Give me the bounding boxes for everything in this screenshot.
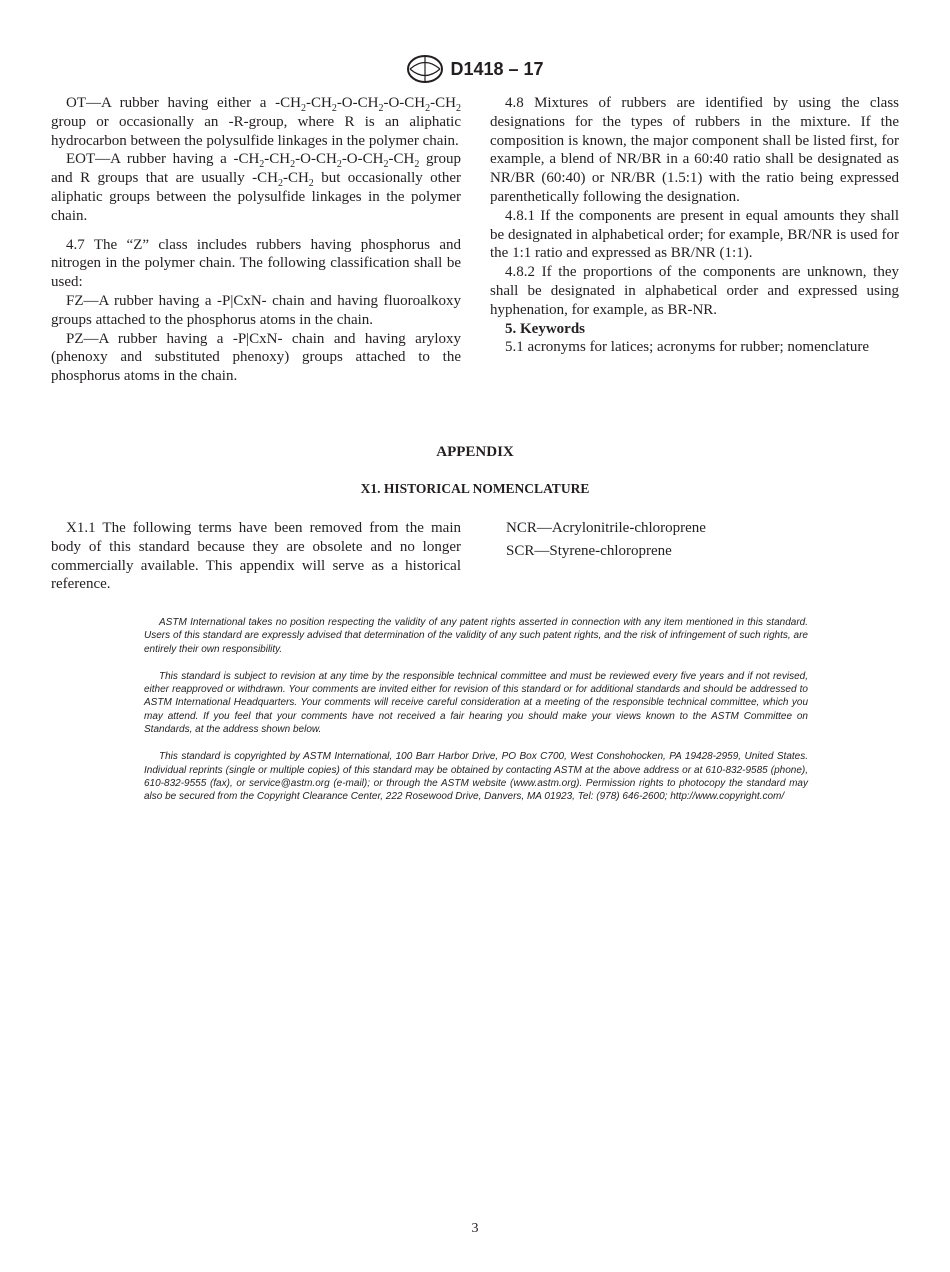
ot-definition: OT—A rubber having either a $-CH_2-CH_2-O-CH_2-O-CH_2-CH_2$ group or occasionally an -R-group, where R is an aliphatic hydrocarbon between the polysulfide linkages in the polymer chain. <box>51 95 461 149</box>
section-4-8: 4.8 Mixtures of rubbers are identified by using the class designations for the types of rubbers in the mixture. If the composition is known, the major component shall be listed first, for example, a blend of NR/BR in a 60:40 ratio shall be designated as NR/BR (60:40) or NR/BR (1.5:1) with the ratio being expressed parenthetically following the designation. <box>490 95 899 205</box>
right-column <box>490 94 899 357</box>
section-x1-1: X1.1 The following terms have been removed from the main body of this standard because they are obsolete and no longer commercially available. This appendix will serve as a historical reference. <box>51 520 461 593</box>
copyright-notice: This standard is copyrighted by ASTM International, 100 Barr Harbor Drive, PO Box C700, West Conshohocken, PA 19428-2959, United States. Individual reprints (single or multiple copies) of this standard may be obtained by contacting ASTM at the above address or at 610-832-9585 (phone), 610-832-9555 (fax), or service@astm.org (e-mail); or through the ASTM website (www.astm.org). Permission rights to photocopy the standard may also be secured from the Copyright Clearance Center, 222 Rosewood Drive, Danvers, MA 01923, Tel: (978) 646-2600; http://www.copyright.com/ <box>144 751 808 803</box>
page-header <box>0 54 950 84</box>
eot-definition: EOT—A rubber having a $-CH_2-CH_2-O-CH_2-O-CH_2-CH_2$ group and R groups that are usually $-CH_2-CH_2$ but occasionally other aliphatic groups between the polysulfide linkages in the polymer chain. <box>51 151 461 224</box>
x1-title: X1. HISTORICAL NOMENCLATURE <box>360 481 590 496</box>
fz-definition: FZ—A rubber having a -P|CxN- chain and having fluoroalkoxy groups attached to the phosphorus atoms in the chain. <box>51 292 461 328</box>
section-4-8-2: 4.8.2 If the proportions of the components are unknown, they shall be designated in alphabetical order and expressed using hyphenation, for example, as BR-NR. <box>490 264 899 318</box>
pz-definition: PZ—A rubber having a -P|CxN- chain and having aryloxy (phenoxy and substituted phenoxy) groups attached to the phosphorus atoms in the chain. <box>51 330 461 385</box>
revision-notice: This standard is subject to revision at any time by the responsible technical committee and must be reviewed every five years and if not revised, either reapproved or withdrawn. Your comments are invited either for revision of this standard or for additional standards and should be addressed to ASTM International Headquarters. Your comments will receive careful consideration at a meeting of the responsible technical committee, which you may attend. If you feel that your comments have not received a fair hearing you should make your views known to the ASTM Committee on Standards, at the address shown below. <box>144 670 808 736</box>
page-number: 3 <box>471 1221 479 1236</box>
patent-notice: ASTM International takes no position respecting the validity of any patent rights asserted in connection with any item mentioned in this standard. Users of this standard are expressly advised that determination of the validity of any such patent rights, and the risk of infringement of such rights, are entirely their own responsibility. <box>144 617 808 655</box>
section-5-1: 5.1 acronyms for latices; acronyms for rubber; nomenclature <box>505 339 870 356</box>
astm-notices <box>144 616 808 818</box>
section-4-7: 4.7 The “Z” class includes rubbers having phosphorus and nitrogen in the polymer chain. The following classification shall be used: <box>51 236 461 291</box>
historical-term: SCR—Styrene-chloroprene <box>506 542 672 559</box>
section-4-8-1: 4.8.1 If the components are present in equal amounts they shall be designated in alphabetical order; for example, BR/NR is used for the 1:1 ratio and expressed as BR/NR (1:1). <box>490 207 899 262</box>
left-column <box>51 94 461 386</box>
appendix-title: APPENDIX <box>436 444 514 460</box>
astm-logo-icon <box>406 54 444 84</box>
appendix-left-column <box>51 519 461 594</box>
historical-term: NCR—Acrylonitrile-chloroprene <box>506 520 706 536</box>
keywords-heading: 5. Keywords <box>505 320 585 337</box>
document-designation: D1418 – 17 <box>450 58 544 79</box>
appendix-right-column <box>506 519 899 565</box>
